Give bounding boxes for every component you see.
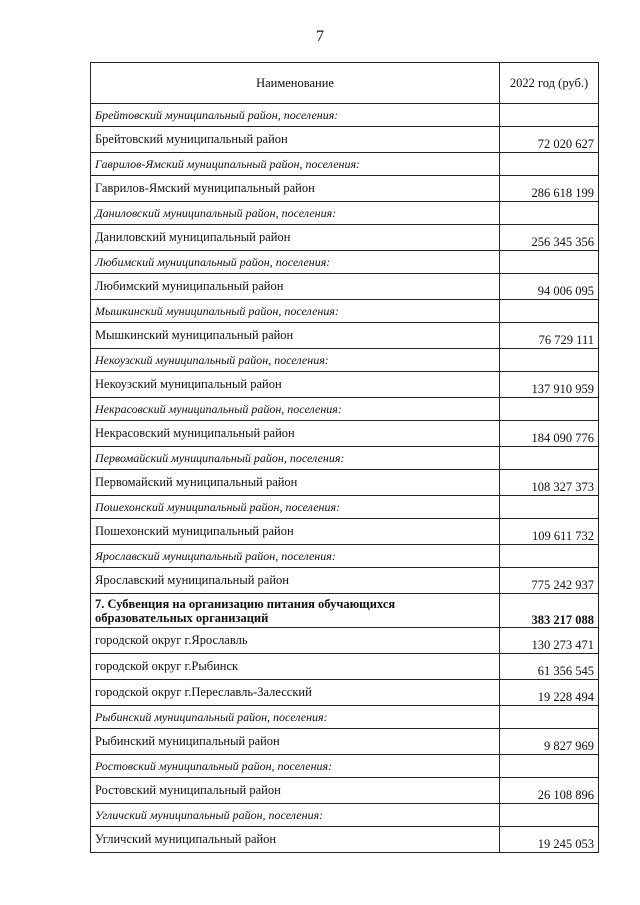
row-name: Брейтовский муниципальный район [91,127,500,153]
row-amount: 130 273 471 [500,628,599,654]
table-row [91,372,599,398]
section-label: Даниловский муниципальный район, поселения: [91,202,500,225]
table-row [91,729,599,755]
section-label: Угличский муниципальный район, поселения: [91,804,500,827]
row-name: городской округ г.Рыбинск [91,654,500,680]
budget-table [90,62,599,853]
table-row [91,568,599,594]
row-amount [500,202,599,225]
row-amount [500,496,599,519]
section-label: Рыбинский муниципальный район, поселения: [91,706,500,729]
table-row [91,778,599,804]
row-amount [500,300,599,323]
row-name: Мышкинский муниципальный район [91,323,500,349]
row-name: Ростовский муниципальный район [91,778,500,804]
section-label: Гаврилов-Ямский муниципальный район, поселения: [91,153,500,176]
column-header-value: 2022 год (руб.) [500,63,599,104]
row-name: Любимский муниципальный район [91,274,500,300]
row-name: 7. Субвенция на организацию питания обучающихся образовательных организаций [91,594,500,628]
section-row [91,496,599,519]
row-amount [500,447,599,470]
row-amount: 383 217 088 [500,594,599,628]
section-row [91,153,599,176]
table-row [91,176,599,202]
section-row [91,349,599,372]
table-row [91,127,599,153]
row-name: Первомайский муниципальный район [91,470,500,496]
row-amount: 137 910 959 [500,372,599,398]
row-name: городской округ г.Ярославль [91,628,500,654]
table-row [91,519,599,545]
row-amount: 286 618 199 [500,176,599,202]
row-amount [500,153,599,176]
table-row [91,225,599,251]
section-row [91,545,599,568]
section-label: Брейтовский муниципальный район, поселения: [91,104,500,127]
row-amount [500,398,599,421]
section-label: Мышкинский муниципальный район, поселения: [91,300,500,323]
row-name: городской округ г.Переславль-Залесский [91,680,500,706]
table-header-row [91,63,599,104]
section-label: Некоузский муниципальный район, поселения: [91,349,500,372]
table-body [91,104,599,853]
row-amount: 76 729 111 [500,323,599,349]
table-row [91,421,599,447]
row-amount: 26 108 896 [500,778,599,804]
table-row [91,323,599,349]
row-amount: 184 090 776 [500,421,599,447]
table-row [91,680,599,706]
table-row [91,628,599,654]
section-row [91,300,599,323]
row-amount: 19 228 494 [500,680,599,706]
table-row [91,470,599,496]
row-amount: 109 611 732 [500,519,599,545]
row-amount: 19 245 053 [500,827,599,853]
row-amount [500,349,599,372]
row-name: Некрасовский муниципальный район [91,421,500,447]
row-amount: 94 006 095 [500,274,599,300]
row-name: Даниловский муниципальный район [91,225,500,251]
section-label: Первомайский муниципальный район, поселения: [91,447,500,470]
table-row [91,274,599,300]
section-row [91,202,599,225]
section-label: Ростовский муниципальный район, поселения: [91,755,500,778]
total-row [91,594,599,628]
page-number: 7 [316,28,324,45]
section-row [91,706,599,729]
row-amount [500,755,599,778]
row-name: Ярославский муниципальный район [91,568,500,594]
row-amount: 72 020 627 [500,127,599,153]
row-amount: 61 356 545 [500,654,599,680]
row-amount [500,804,599,827]
row-amount: 775 242 937 [500,568,599,594]
row-amount [500,104,599,127]
section-row [91,755,599,778]
section-label: Любимский муниципальный район, поселения: [91,251,500,274]
row-amount [500,545,599,568]
section-label: Ярославский муниципальный район, поселения: [91,545,500,568]
section-row [91,251,599,274]
row-amount: 9 827 969 [500,729,599,755]
section-label: Некрасовский муниципальный район, поселения: [91,398,500,421]
table-row [91,654,599,680]
row-amount: 256 345 356 [500,225,599,251]
row-amount [500,251,599,274]
row-name: Гаврилов-Ямский муниципальный район [91,176,500,202]
row-name: Угличский муниципальный район [91,827,500,853]
table-row [91,827,599,853]
section-row [91,447,599,470]
row-amount: 108 327 373 [500,470,599,496]
section-row [91,804,599,827]
section-row [91,398,599,421]
row-name: Некоузский муниципальный район [91,372,500,398]
section-label: Пошехонский муниципальный район, поселения: [91,496,500,519]
section-row [91,104,599,127]
row-name: Рыбинский муниципальный район [91,729,500,755]
row-name: Пошехонский муниципальный район [91,519,500,545]
row-amount [500,706,599,729]
column-header-name: Наименование [91,63,500,104]
